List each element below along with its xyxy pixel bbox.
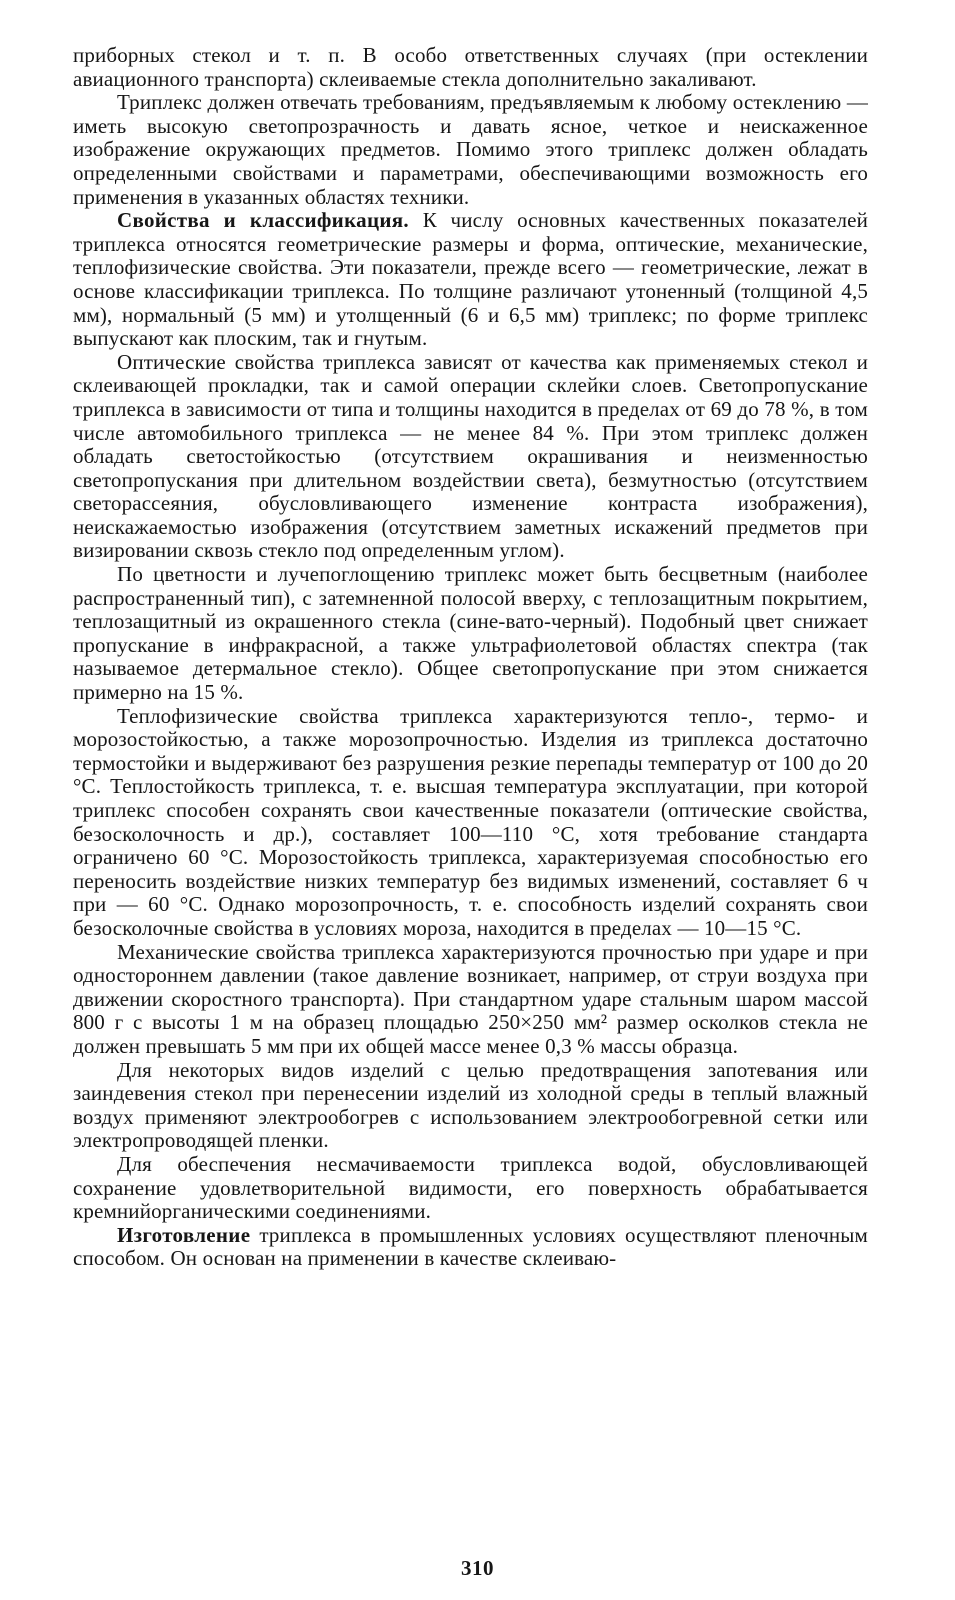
paragraph-manufacture: [73, 1224, 868, 1271]
paragraph-text: Теплофизические свойства триплекса характеризуются тепло-, термо- и морозостойкостью, а также морозопрочностью. Изделия из триплекса достаточно термостойки и выдерживают без разрушения резкие перепады температур от 100 до 20 °С. Теплостойкость триплекса, т. е. высшая температура эксплуатации, при которой триплекс способен сохранять свои качественные показатели (оптические свойства, безосколочность и др.), составляет 100—110 °С, хотя требование стандарта ограничено 60 °С. Морозостойкость триплекса, характеризуемая способностью его переносить воздействие низких температур без видимых изменений, составляет 6 ч при — 60 °С. Однако морозопрочность, т. е. способность изделий сохранять свои безосколочные свойства в условиях мороза, находится в пределах — 10—15 °С.: [73, 703, 868, 940]
page-number: 310: [461, 1556, 494, 1580]
paragraph-text: Механические свойства триплекса характеризуются прочностью при ударе и при одностороннем давлении (такое давление возникает, например, от струи воздуха при движении скоростного транспорта). При стандартном ударе стальным шаром массой 800 г с высоты 1 м на образец площадью 250×250 мм² размер осколков стекла не должен превышать 5 мм при их общей массе менее 0,3 % массы образца.: [73, 939, 868, 1058]
paragraph-requirements: [73, 91, 868, 209]
paragraph-color: [73, 563, 868, 705]
paragraph-text: По цветности и лучепоглощению триплекс может быть бесцветным (наиболее распространенный тип), с затемненной полосой вверху, с теплозащитным покрытием, теплозащитный из окрашенного стекла (сине-вато-черный). Подобный цвет снижает пропускание в инфракрасной, а также ультрафиолетовой областях спектра (так называемое детермальное стекло). Общее светопропускание при этом снижается примерно на 15 %.: [73, 562, 868, 705]
paragraph-text: Оптические свойства триплекса зависят от качества как применяемых стекол и склеивающей прокладки, так и самой операции склейки слоев. Светопропускание триплекса в зависимости от типа и толщины находится в пределах от 69 до 78 %, в том числе автомобильного триплекса — не менее 84 %. При этом триплекс должен обладать светостойкостью (отсутствием окрашивания и неизменностью светопропускания при длительном воздействии света), безмутностью (отсутствием светорассеяния, обусловливающего изменение контраста изображения), неискажаемостью изображения (отсутствием заметных искажений предметов при визировании сквозь стекло под определенным углом).: [73, 349, 868, 563]
paragraph-thermal: [73, 705, 868, 941]
paragraph-text: Триплекс должен отвечать требованиям, предъявляемым к любому остеклению — иметь высокую светопрозрачность и давать ясное, четкое и неискаженное изображение окружающих предметов. Помимо этого триплекс должен обладать определенными свойствами и параметрами, обеспечивающими возможность его применения в указанных областях техники.: [73, 90, 868, 209]
run-in-heading: Изготовление: [117, 1222, 251, 1247]
paragraph-text: К числу основных качественных показателей триплекса относятся геометрические размеры и форма, оптические, механические, теплофизические свойства. Эти показатели, прежде всего — геометрические, лежат в основе классификации триплекса. По толщине различают утоненный (толщиной 4,5 мм), нормальный (5 мм) и утолщенный (6 и 6,5 мм) триплекс; по форме триплекс выпускают как плоским, так и гнутым.: [73, 208, 868, 351]
run-in-heading: Свойства и классификация.: [117, 208, 409, 233]
paragraph-text: Для обеспечения несмачиваемости триплекса водой, обусловливающей сохранение удовлетворительной видимости, его поверхность обрабатывается кремнийорганическими соединениями.: [73, 1151, 868, 1224]
paragraph-text: Для некоторых видов изделий с целью предотвращения запотевания или заиндевения стекол при перенесении изделий из холодной среды в теплый влажный воздух применяют электрообогрев с использованием электрообогревной сетки или электропроводящей пленки.: [73, 1057, 868, 1153]
paragraph-optical: [73, 351, 868, 563]
page-body: [73, 44, 868, 1271]
paragraph-water-repellent: [73, 1153, 868, 1224]
paragraph-heating: [73, 1059, 868, 1153]
paragraph-mechanical: [73, 941, 868, 1059]
paragraph-continued: [73, 44, 868, 91]
paragraph-text: приборных стекол и т. п. В особо ответственных случаях (при остеклении авиационного транспорта) склеиваемые стекла дополнительно закаливают.: [73, 43, 868, 91]
paragraph-text: триплекса в промышленных условиях осуществляют пленочным способом. Он основан на применении в качестве склеиваю-: [73, 1222, 868, 1271]
paragraph-properties-classification: [73, 209, 868, 351]
